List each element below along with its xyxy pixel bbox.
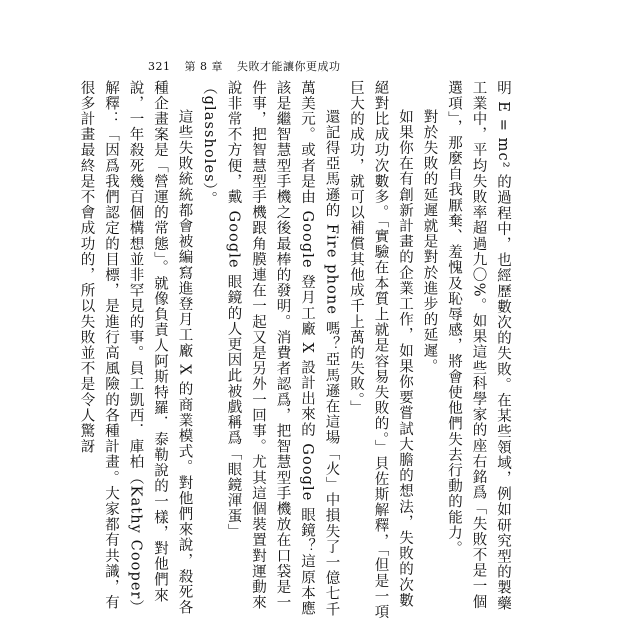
paragraph: 如果你在有創新計畫的企業工作，如果你要嘗試大膽的想法，失敗的次數絕對比成功次數多。「實驗在本質上就是容易失敗的。」貝佐斯解釋，「但是一項巨大的成功，就可以補償其他成千上萬的失敗。」 [348,80,413,620]
page-number: 321 [148,60,171,73]
running-header [148,58,351,74]
paragraph: 這些失敗統統都會被編寫進登月工廠 X 的商業模式。對他們來說，殺死各種企畫案是「營運的常態」。就像負責人阿斯特羅．泰勒說的一樣，對他們來說，一年殺死幾百個構想並非罕見的事。員工凱西．庫柏（Kathy Cooper）解釋：「因爲我們認定的目標，是進行高風險的各種計畫。大家都有共識，有很多計畫最終是不會成功的，所以失敗並不是令人驚訝 [78,80,193,616]
chapter-title: 失敗才能讓你更成功 [237,60,341,73]
vertical-body-text [78,80,515,620]
paragraph: 明 E = mc² 的過程中，也經歷數次的失敗。在某些領域，例如研究型的製藥工業中，平均失敗率超過九〇%。如果這些科學家的座右銘爲「失敗不是一個選項」，那麼自我厭棄、羞愧及恥辱感，將會使他們失去行動的能力。 [446,80,511,612]
paragraph: 還記得亞馬遜的 Fire phone 嗎？亞馬遜在這場「火」中損失了一億七千萬美元。或者是由 Google 登月工廠 X 設計出來的 Google 眼鏡？這原本應該是繼智慧型手機之後最棒的發明。消費者認爲，把智慧型手機放在口袋是一件事，把智慧型手機跟角膜連在一起又是另外一回事。尤其這個裝置對運動來說非常不方便，戴 Google 眼鏡的人更因此被戲稱爲「眼鏡渾蛋」（glassholes）。 [201,80,340,618]
paragraph: 對於失敗的延遲就是對於進步的延遲。 [421,109,438,375]
chapter-label: 第 8 章 [184,60,223,73]
